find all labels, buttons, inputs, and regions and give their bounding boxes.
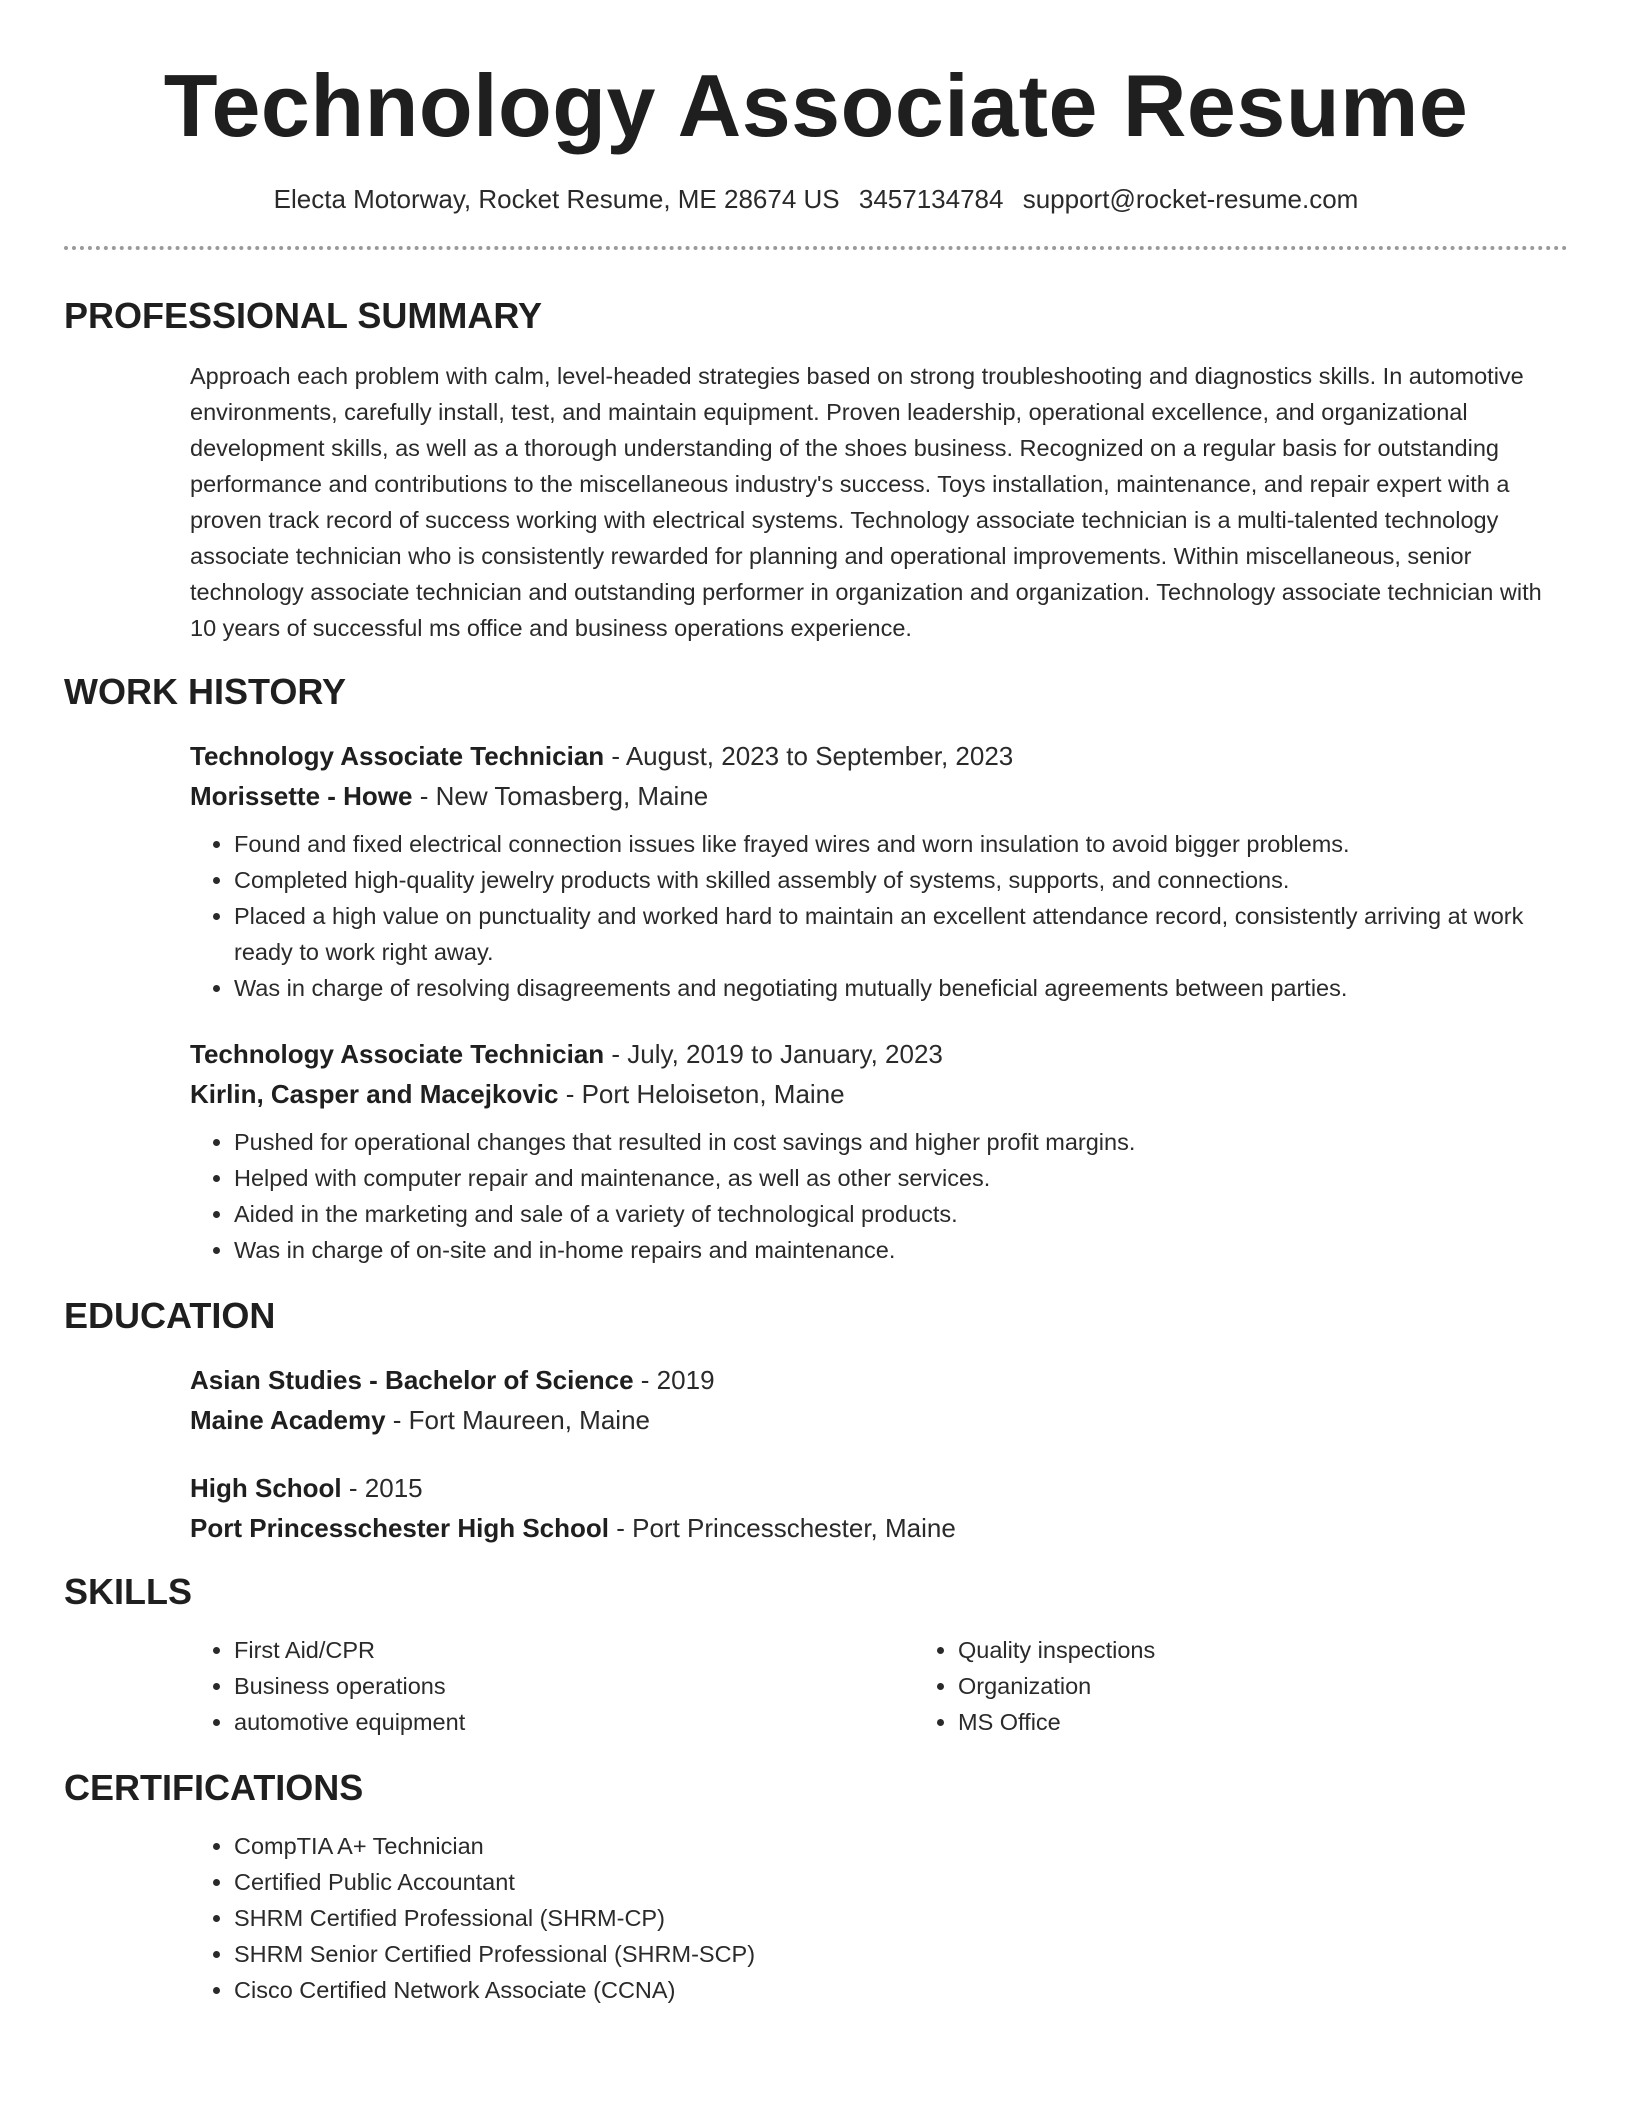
education-degree: High School xyxy=(190,1473,342,1503)
job-entry xyxy=(190,736,1568,1006)
list-item: • Cisco Certified Network Associate (CCNA) xyxy=(234,1972,1568,2008)
list-item: • CompTIA A+ Technician xyxy=(234,1828,1568,1864)
list-item: • SHRM Certified Professional (SHRM-CP) xyxy=(234,1900,1568,1936)
skills-grid xyxy=(190,1632,1568,1740)
list-item: • Certified Public Accountant xyxy=(234,1864,1568,1900)
job-dates: - July, 2019 to January, 2023 xyxy=(604,1039,943,1069)
list-item: • Found and fixed electrical connection issues like frayed wires and worn insulation to avoid bigger problems. xyxy=(234,826,1568,862)
list-item: • SHRM Senior Certified Professional (SHRM-SCP) xyxy=(234,1936,1568,1972)
job-entry xyxy=(190,1034,1568,1268)
list-item: • Pushed for operational changes that resulted in cost savings and higher profit margins. xyxy=(234,1124,1568,1160)
list-item: • automotive equipment xyxy=(234,1704,914,1740)
list-item: • Was in charge of resolving disagreements and negotiating mutually beneficial agreements between parties. xyxy=(234,970,1568,1006)
education-year: - 2015 xyxy=(341,1473,423,1503)
job-company-line xyxy=(190,776,1568,816)
contact-email: support@rocket-resume.com xyxy=(1022,184,1359,214)
education-degree: Asian Studies - Bachelor of Science xyxy=(190,1365,634,1395)
certifications-list xyxy=(190,1828,1568,2008)
job-location: - Port Heloiseton, Maine xyxy=(558,1079,845,1109)
list-item: • Quality inspections xyxy=(958,1632,1632,1668)
education-section xyxy=(64,1360,1568,1548)
job-location: - New Tomasberg, Maine xyxy=(412,781,709,811)
resume-title: Technology Associate Resume xyxy=(163,56,1469,155)
job-company-line xyxy=(190,1074,1568,1114)
skills-list-left xyxy=(190,1632,914,1740)
summary-section xyxy=(64,358,1568,646)
job-dates: - August, 2023 to September, 2023 xyxy=(604,741,1014,771)
job-title: Technology Associate Technician xyxy=(190,741,605,771)
skills-list-right xyxy=(914,1632,1632,1740)
header-divider xyxy=(64,246,1568,250)
work-history-heading: WORK HISTORY xyxy=(64,671,347,712)
job-company: Morissette - Howe xyxy=(190,781,413,811)
contact-line xyxy=(64,182,1568,216)
education-school-line xyxy=(190,1400,1568,1440)
education-school-line xyxy=(190,1508,1568,1548)
education-degree-line xyxy=(190,1468,1568,1508)
job-title-line xyxy=(190,736,1568,776)
education-location: - Port Princesschester, Maine xyxy=(609,1513,956,1543)
job-title: Technology Associate Technician xyxy=(190,1039,605,1069)
summary-text: Approach each problem with calm, level-headed strategies based on strong troubleshooting and diagnostics skills. In automotive environments, carefully install, test, and maintain equipment. Proven leadership, operational excellence, and organizational development skills, as well as a thorough understanding of the shoes business. Recognized on a regular basis for outstanding performance and contributions to the miscellaneous industry's success. Toys installation, maintenance, and repair expert with a proven track record of success working with electrical systems. Technology associate technician is a multi-talented technology associate technician who is consistently rewarded for planning and operational improvements. Within miscellaneous, senior technology associate technician and outstanding performer in organization and organization. Technology associate technician with 10 years of successful ms office and business operations experience. xyxy=(190,363,1542,641)
education-location: - Fort Maureen, Maine xyxy=(385,1405,650,1435)
education-school: Port Princesschester High School xyxy=(190,1513,610,1543)
list-item: • Was in charge of on-site and in-home repairs and maintenance. xyxy=(234,1232,1568,1268)
job-bullets xyxy=(190,1124,1568,1268)
education-entry xyxy=(190,1468,1568,1548)
education-year: - 2019 xyxy=(633,1365,715,1395)
education-degree-line xyxy=(190,1360,1568,1400)
list-item: • Helped with computer repair and maintenance, as well as other services. xyxy=(234,1160,1568,1196)
skills-heading: SKILLS xyxy=(64,1571,193,1612)
job-company: Kirlin, Casper and Macejkovic xyxy=(190,1079,559,1109)
list-item: • Aided in the marketing and sale of a variety of technological products. xyxy=(234,1196,1568,1232)
education-heading: EDUCATION xyxy=(64,1295,276,1336)
job-bullets xyxy=(190,826,1568,1006)
job-title-line xyxy=(190,1034,1568,1074)
list-item: • Placed a high value on punctuality and worked hard to maintain an excellent attendance record, consistently arriving at work ready to work right away. xyxy=(234,898,1568,970)
list-item: • MS Office xyxy=(958,1704,1632,1740)
list-item: • Completed high-quality jewelry products with skilled assembly of systems, supports, and connections. xyxy=(234,862,1568,898)
skills-section xyxy=(64,1632,1568,1740)
education-school: Maine Academy xyxy=(190,1405,386,1435)
summary-heading: PROFESSIONAL SUMMARY xyxy=(64,295,543,336)
list-item: • Organization xyxy=(958,1668,1632,1704)
work-history-section xyxy=(64,736,1568,1268)
certifications-heading: CERTIFICATIONS xyxy=(64,1767,364,1808)
list-item: • Business operations xyxy=(234,1668,914,1704)
contact-phone: 3457134784 xyxy=(858,184,1004,214)
contact-address: Electa Motorway, Rocket Resume, ME 28674 US xyxy=(273,184,840,214)
list-item: • First Aid/CPR xyxy=(234,1632,914,1668)
education-entry xyxy=(190,1360,1568,1440)
certifications-section xyxy=(64,1828,1568,2008)
